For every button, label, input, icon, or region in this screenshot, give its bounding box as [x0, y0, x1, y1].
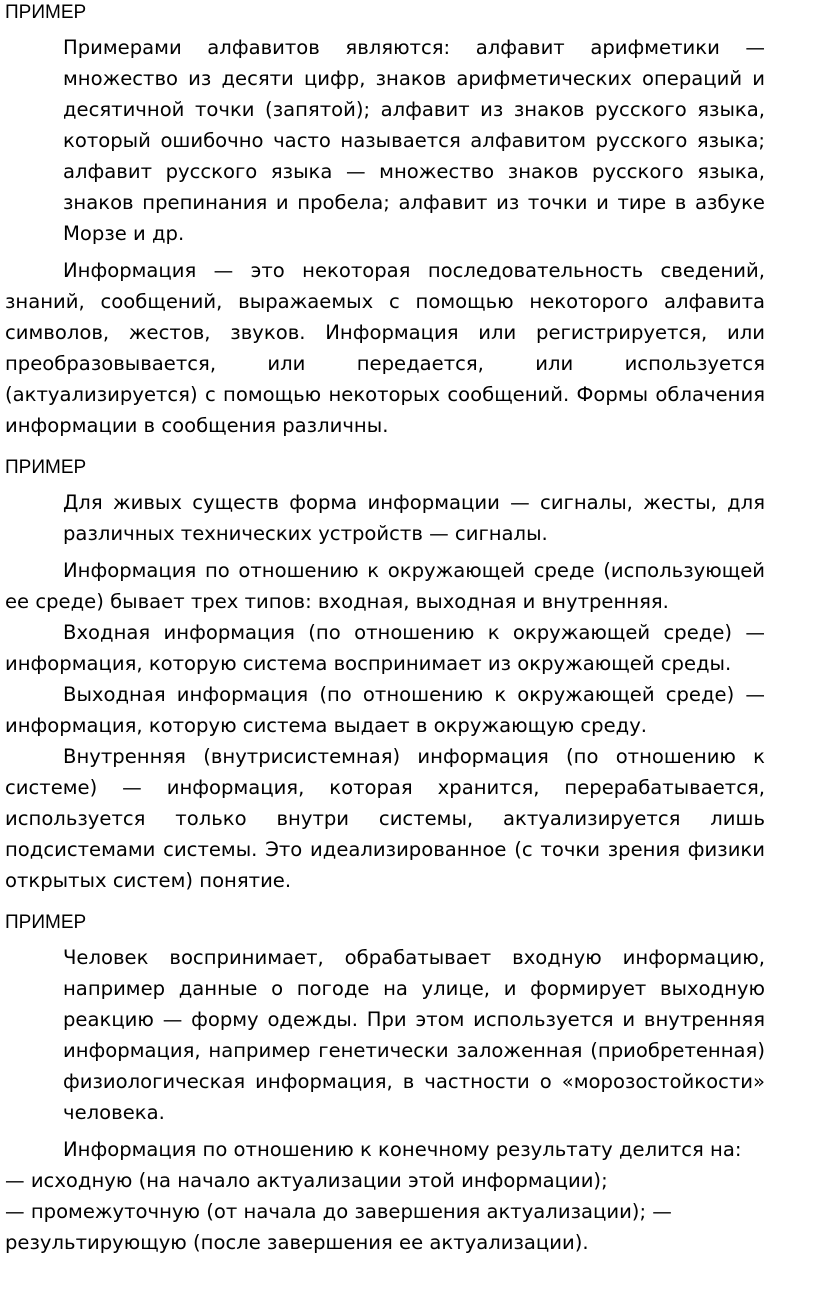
paragraph: Информация — это некоторая последовательность сведений, знаний, сообщений, выражаемых с помощью некоторого алфавита символов, жестов, звуков. Информация или регистрируется, или преобразовывается, или передается, или используется (актуализируется) с помощью некоторых сообщений. Формы облачения информации в сообщения различны. — [5, 259, 765, 437]
list-item: — промежуточную (от начала до завершения актуализации); — результирующую (после завершения ее актуализации). — [5, 1200, 672, 1254]
paragraph: Информация по отношению к окружающей среде (использующей ее среде) бывает трех типов: входная, выходная и внутренняя. — [5, 559, 765, 613]
paragraph: Входная информация (по отношению к окружающей среде) — информация, которую система воспринимает из окружающей среды. — [5, 621, 765, 675]
example-text: Примерами алфавитов являются: алфавит арифметики — множество из десяти цифр, знаков арифметических операций и десятичной точки (запятой); алфавит из знаков русского языка, который ошибочно часто называется алфавитом русского языка; алфавит русского языка — множество знаков русского языка, знаков препинания и пробела; алфавит из точки и тире в азбуке Морзе и др. — [63, 36, 765, 245]
example-label: ПРИМЕР — [5, 2, 87, 23]
example-text: Человек воспринимает, обрабатывает входную информацию, например данные о погоде на улице, и формирует выходную реакцию — форму одежды. При этом используется и внутренняя информация, например генетически заложенная (приобретенная) физиологическая информация, в частности о «морозостойкости» человека. — [63, 946, 765, 1124]
list-item: — исходную (на начало актуализации этой информации); — [5, 1169, 608, 1192]
paragraph: Выходная информация (по отношению к окружающей среде) — информация, которую система выдает в окружающую среду. — [5, 683, 765, 737]
example-label: ПРИМЕР — [5, 457, 87, 478]
example-label: ПРИМЕР — [5, 912, 87, 933]
document-page — [5, 0, 765, 1258]
paragraph: Информация по отношению к конечному результату делится на: — [63, 1138, 742, 1161]
paragraph: Внутренняя (внутрисистемная) информация (по отношению к системе) — информация, которая хранится, перерабатывается, используется только внутри системы, актуализируется лишь подсистемами системы. Это идеализированное (с точки зрения физики открытых систем) понятие. — [5, 745, 765, 892]
example-text: Для живых существ форма информации — сигналы, жесты, для различных технических устройств — сигналы. — [63, 491, 765, 545]
